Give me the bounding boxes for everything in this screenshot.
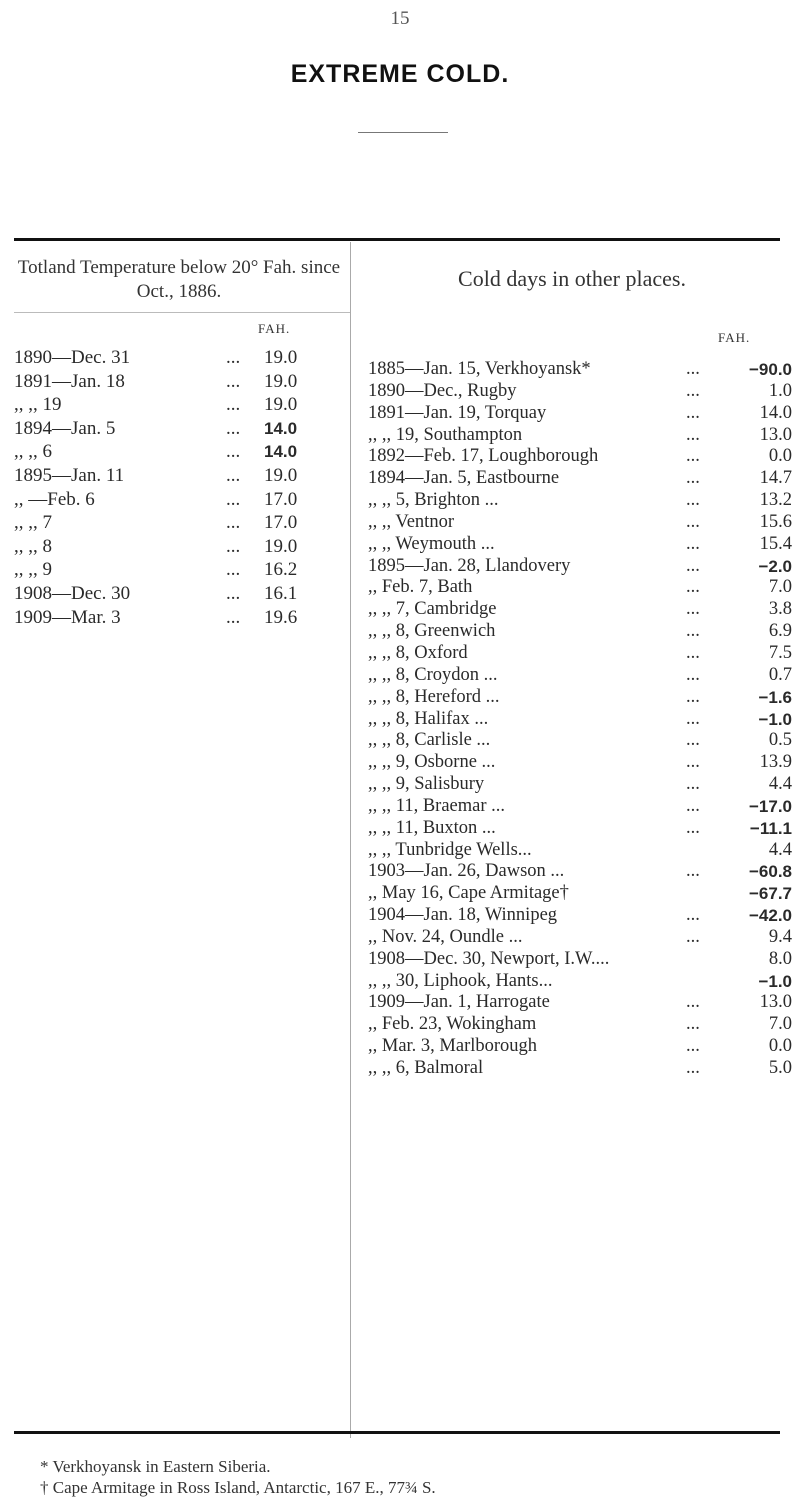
row-dots: ... bbox=[686, 1058, 700, 1078]
table-row bbox=[368, 752, 792, 774]
table-row bbox=[368, 621, 792, 643]
row-label: 1885—Jan. 15, Verkhoyansk* bbox=[368, 359, 591, 379]
row-temperature: 3.8 bbox=[768, 599, 792, 620]
row-temperature: −17.0 bbox=[748, 796, 792, 816]
row-temperature: 6.9 bbox=[768, 621, 792, 642]
row-dots: ... bbox=[686, 752, 700, 773]
row-temperature: 13.0 bbox=[759, 992, 792, 1013]
row-dots: ... bbox=[226, 488, 241, 510]
row-temperature: 19.0 bbox=[264, 464, 298, 486]
row-temperature: 9.4 bbox=[768, 926, 792, 947]
totland-heading: Totland Temperature below 20° Fah. since Oct., 1886. bbox=[17, 257, 341, 302]
table-row bbox=[368, 359, 792, 381]
table-row bbox=[368, 556, 792, 578]
table-row bbox=[368, 643, 792, 665]
table-row bbox=[368, 709, 792, 731]
row-dots: ... bbox=[686, 992, 700, 1013]
table-row bbox=[14, 582, 344, 606]
row-temperature: 7.0 bbox=[768, 1014, 792, 1035]
table-row bbox=[368, 599, 792, 621]
footnotes bbox=[40, 1456, 436, 1498]
row-label: ,, ,, 9, Salisbury bbox=[368, 774, 485, 795]
row-label: 1895—Jan. 11 bbox=[14, 464, 125, 486]
row-temperature: −1.0 bbox=[758, 971, 792, 991]
table-row bbox=[368, 774, 792, 796]
row-dots: ... bbox=[686, 795, 700, 816]
row-dots: ... bbox=[686, 686, 700, 707]
row-temperature: 16.2 bbox=[264, 559, 298, 581]
row-label: 1894—Jan. 5 bbox=[14, 417, 116, 439]
row-label: 1894—Jan. 5, Eastbourne bbox=[368, 468, 560, 489]
table-row bbox=[368, 971, 792, 993]
table-row bbox=[368, 665, 792, 687]
title-divider bbox=[358, 132, 448, 133]
row-dots: ... bbox=[226, 512, 241, 534]
table-row bbox=[368, 512, 792, 534]
row-temperature: 1.0 bbox=[768, 380, 792, 401]
table-row bbox=[14, 464, 344, 488]
row-label: 1891—Jan. 19, Torquay bbox=[368, 402, 547, 423]
row-dots: ... bbox=[686, 402, 700, 423]
table-row bbox=[14, 417, 344, 441]
row-temperature: 15.6 bbox=[759, 511, 792, 532]
row-label: ,, ,, 6 bbox=[14, 441, 52, 463]
row-temperature: 16.1 bbox=[264, 582, 298, 604]
row-temperature: 7.5 bbox=[768, 642, 792, 663]
row-dots: ... bbox=[226, 394, 241, 416]
table-row bbox=[368, 403, 792, 425]
row-label: 1890—Dec. 31 bbox=[14, 347, 131, 368]
row-temperature: 19.6 bbox=[264, 606, 298, 628]
row-label: ,, ,, 6, Balmoral bbox=[368, 1058, 484, 1078]
row-temperature: 19.0 bbox=[264, 394, 298, 416]
table-bottom-rule bbox=[14, 1431, 780, 1434]
row-temperature: 15.4 bbox=[759, 533, 792, 554]
table-row bbox=[368, 905, 792, 927]
row-label: ,, Nov. 24, Oundle ... bbox=[368, 926, 523, 947]
table-row bbox=[14, 393, 344, 417]
row-temperature: 13.2 bbox=[759, 490, 792, 511]
row-temperature: −1.6 bbox=[758, 687, 792, 707]
row-label: ,, Feb. 7, Bath bbox=[368, 577, 473, 598]
row-label: ,, ,, 8, Croydon ... bbox=[368, 664, 498, 685]
row-temperature: 13.0 bbox=[759, 424, 792, 445]
row-temperature: −1.0 bbox=[758, 709, 792, 729]
row-dots: ... bbox=[686, 533, 700, 554]
other-places-list bbox=[368, 359, 792, 1080]
table-row bbox=[368, 949, 792, 971]
table-row bbox=[368, 1014, 792, 1036]
table-row bbox=[368, 927, 792, 949]
table-row bbox=[368, 861, 792, 883]
row-label: ,, ,, 8, Carlisle ... bbox=[368, 730, 491, 751]
row-dots: ... bbox=[686, 926, 700, 947]
row-temperature: 19.0 bbox=[264, 347, 298, 368]
row-temperature: 0.0 bbox=[768, 1036, 792, 1057]
row-label: ,, May 16, Cape Armitage† bbox=[368, 883, 569, 904]
row-dots: ... bbox=[686, 446, 700, 467]
page-number: 15 bbox=[390, 8, 410, 29]
left-heading-rule bbox=[14, 312, 350, 313]
row-temperature: −60.8 bbox=[748, 862, 792, 882]
row-dots: ... bbox=[226, 606, 241, 628]
row-dots: ... bbox=[226, 370, 241, 392]
row-temperature: 0.0 bbox=[768, 446, 792, 467]
row-label: ,, ,, 11, Buxton ... bbox=[368, 817, 496, 838]
row-temperature: −42.0 bbox=[748, 906, 792, 926]
table-row bbox=[14, 535, 344, 559]
table-row bbox=[14, 511, 344, 535]
row-label: ,, ,, 8 bbox=[14, 535, 52, 557]
table-row bbox=[368, 818, 792, 840]
table-row bbox=[368, 687, 792, 709]
row-temperature: 14.0 bbox=[264, 418, 298, 438]
table-row bbox=[14, 558, 344, 582]
row-dots: ... bbox=[686, 621, 700, 642]
row-label: 1908—Dec. 30 bbox=[14, 582, 131, 604]
row-temperature: 0.7 bbox=[768, 664, 792, 685]
row-label: 1908—Dec. 30, Newport, I.W.... bbox=[368, 948, 610, 969]
footnote-cape-armitage: † Cape Armitage in Ross Island, Antarctic, 167 E., 77¾ S. bbox=[40, 1478, 436, 1497]
row-label: 1904—Jan. 18, Winnipeg bbox=[368, 905, 558, 926]
row-label: ,, ,, 19, Southampton bbox=[368, 424, 523, 445]
row-dots: ... bbox=[686, 511, 700, 532]
row-label: ,, ,, 8, Hereford ... bbox=[368, 686, 500, 707]
table-row bbox=[368, 1036, 792, 1058]
row-temperature: −90.0 bbox=[748, 360, 792, 379]
row-temperature: 8.0 bbox=[768, 948, 792, 969]
row-dots: ... bbox=[686, 708, 700, 729]
table-row bbox=[368, 883, 792, 905]
row-temperature: 14.0 bbox=[759, 402, 792, 423]
row-dots: ... bbox=[226, 347, 241, 368]
row-dots: ... bbox=[686, 490, 700, 511]
table-row bbox=[14, 370, 344, 394]
table-row bbox=[368, 577, 792, 599]
table-row bbox=[368, 730, 792, 752]
row-dots: ... bbox=[686, 359, 700, 379]
row-label: ,, ,, 19 bbox=[14, 394, 62, 416]
row-dots: ... bbox=[686, 380, 700, 401]
row-dots: ... bbox=[686, 774, 700, 795]
row-temperature: 4.4 bbox=[768, 839, 792, 860]
row-dots: ... bbox=[686, 1014, 700, 1035]
row-dots: ... bbox=[226, 464, 241, 486]
table-top-rule bbox=[14, 238, 780, 241]
table-row bbox=[368, 446, 792, 468]
row-label: ,, ,, 5, Brighton ... bbox=[368, 490, 499, 511]
row-label: ,, Mar. 3, Marlborough bbox=[368, 1036, 538, 1057]
table-row bbox=[368, 381, 792, 403]
row-label: ,, ,, 9, Osborne ... bbox=[368, 752, 496, 773]
row-label: ,, ,, 11, Braemar ... bbox=[368, 795, 505, 816]
row-dots: ... bbox=[686, 1036, 700, 1057]
row-temperature: −2.0 bbox=[758, 556, 792, 576]
row-label: ,, —Feb. 6 bbox=[14, 488, 95, 510]
right-unit-label: FAH. bbox=[718, 330, 751, 345]
row-dots: ... bbox=[686, 577, 700, 598]
row-dots: ... bbox=[226, 441, 241, 463]
row-dots: ... bbox=[686, 664, 700, 685]
row-label: ,, ,, 30, Liphook, Hants... bbox=[368, 970, 553, 991]
row-dots: ... bbox=[686, 555, 700, 576]
table-row bbox=[14, 346, 344, 370]
row-label: ,, ,, 7 bbox=[14, 512, 52, 534]
column-divider bbox=[350, 242, 351, 1438]
row-label: 1895—Jan. 28, Llandovery bbox=[368, 555, 571, 576]
row-label: ,, ,, 8, Oxford bbox=[368, 642, 468, 663]
left-unit-label: FAH. bbox=[258, 321, 291, 336]
row-temperature: 13.9 bbox=[759, 752, 792, 773]
row-temperature: 14.7 bbox=[759, 468, 792, 489]
other-places-heading: Cold days in other places. bbox=[458, 266, 686, 291]
row-dots: ... bbox=[686, 599, 700, 620]
table-row bbox=[368, 796, 792, 818]
row-label: 1909—Jan. 1, Harrogate bbox=[368, 992, 550, 1013]
table-row bbox=[14, 488, 344, 512]
row-dots: ... bbox=[226, 535, 241, 557]
row-temperature: 17.0 bbox=[264, 488, 298, 510]
totland-temperature-list bbox=[14, 346, 344, 629]
row-temperature: 19.0 bbox=[264, 535, 298, 557]
row-temperature: −67.7 bbox=[748, 884, 792, 904]
footnote-verkhoyansk: * Verkhoyansk in Eastern Siberia. bbox=[40, 1457, 271, 1476]
table-row bbox=[14, 606, 344, 630]
row-temperature: 17.0 bbox=[264, 512, 298, 534]
row-dots: ... bbox=[226, 582, 241, 604]
table-row bbox=[368, 840, 792, 862]
row-dots: ... bbox=[686, 642, 700, 663]
row-temperature: 14.0 bbox=[264, 442, 298, 462]
table-row bbox=[368, 534, 792, 556]
table-row bbox=[368, 1058, 792, 1080]
row-label: ,, ,, Tunbridge Wells... bbox=[368, 839, 532, 860]
row-dots: ... bbox=[686, 861, 700, 882]
table-row bbox=[14, 440, 344, 464]
row-dots: ... bbox=[686, 468, 700, 489]
row-temperature: 4.4 bbox=[768, 774, 792, 795]
row-label: ,, ,, 8, Halifax ... bbox=[368, 708, 489, 729]
row-label: ,, ,, Ventnor bbox=[368, 511, 454, 532]
row-dots: ... bbox=[226, 559, 241, 581]
row-label: ,, ,, 8, Greenwich bbox=[368, 621, 496, 642]
page-title: EXTREME COLD. bbox=[290, 60, 510, 88]
row-label: 1891—Jan. 18 bbox=[14, 370, 125, 392]
row-temperature: 5.0 bbox=[768, 1058, 792, 1078]
row-label: 1909—Mar. 3 bbox=[14, 606, 121, 628]
table-row bbox=[368, 490, 792, 512]
row-label: ,, Feb. 23, Wokingham bbox=[368, 1014, 537, 1035]
row-dots: ... bbox=[686, 817, 700, 838]
row-temperature: 0.5 bbox=[768, 730, 792, 751]
row-dots: ... bbox=[686, 730, 700, 751]
row-label: 1890—Dec., Rugby bbox=[368, 380, 517, 401]
row-dots: ... bbox=[226, 417, 241, 439]
row-dots: ... bbox=[686, 905, 700, 926]
table-row bbox=[368, 425, 792, 447]
row-label: 1892—Feb. 17, Loughborough bbox=[368, 446, 599, 467]
row-temperature: −11.1 bbox=[749, 818, 792, 838]
row-label: ,, ,, 7, Cambridge bbox=[368, 599, 497, 620]
table-row bbox=[368, 992, 792, 1014]
row-temperature: 7.0 bbox=[768, 577, 792, 598]
row-label: 1903—Jan. 26, Dawson ... bbox=[368, 861, 565, 882]
table-row bbox=[368, 468, 792, 490]
row-temperature: 19.0 bbox=[264, 370, 298, 392]
row-label: ,, ,, Weymouth ... bbox=[368, 533, 495, 554]
row-dots: ... bbox=[686, 424, 700, 445]
row-label: ,, ,, 9 bbox=[14, 559, 52, 581]
